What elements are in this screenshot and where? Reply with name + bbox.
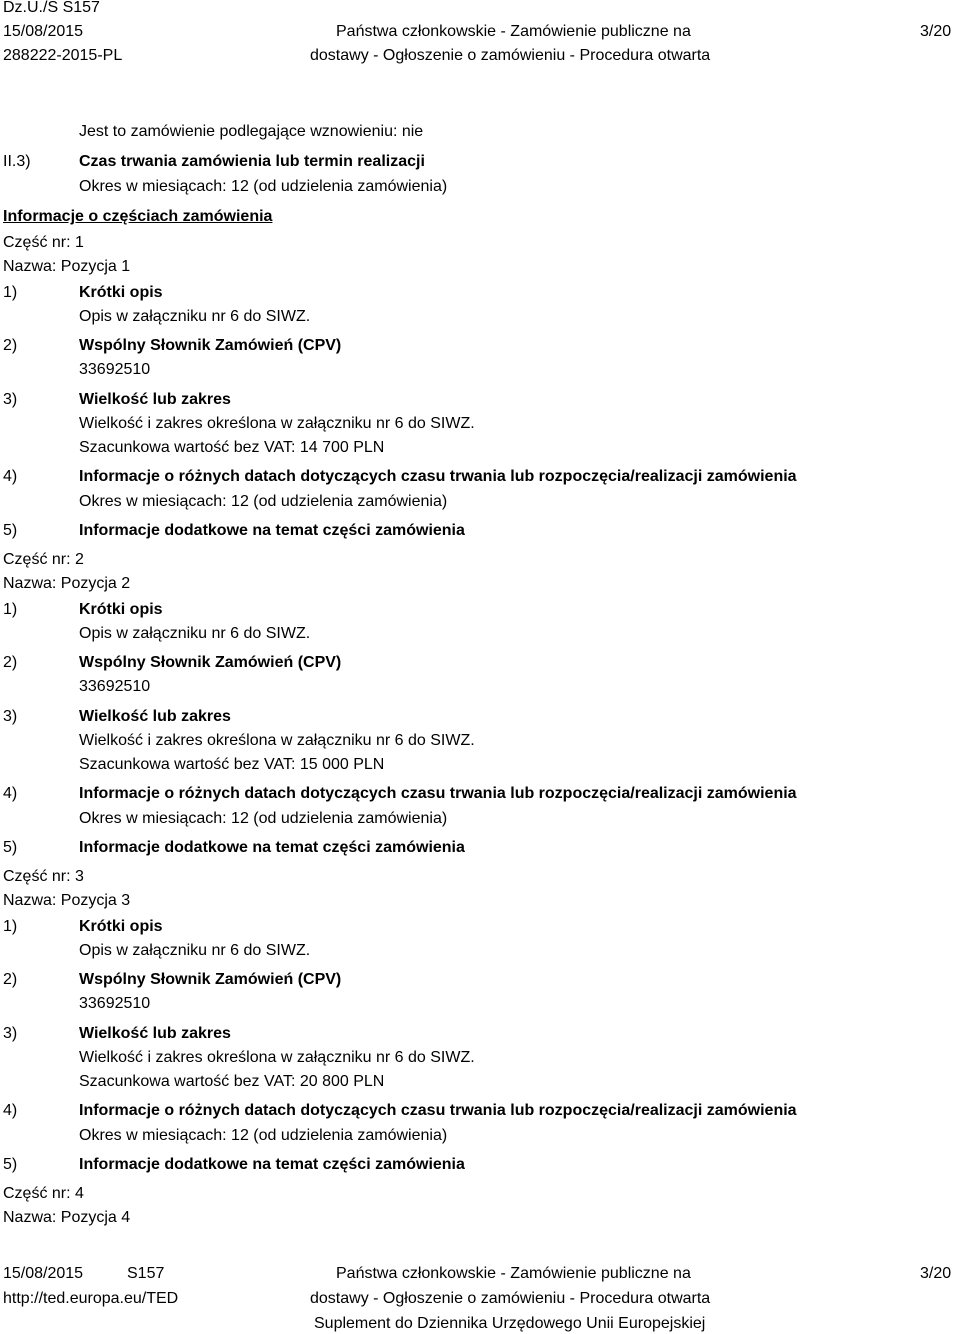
- footer-date: 15/08/2015: [3, 1265, 84, 1282]
- lot-item-label: Wspólny Słownik Zamówień (CPV): [79, 971, 342, 988]
- lot-item-number: 2): [3, 971, 18, 988]
- lot-item-value: Wielkość i zakres określona w załączniku nr 6 do SIWZ.: [79, 415, 475, 432]
- lots-heading: Informacje o częściach zamówienia: [3, 208, 273, 225]
- footer-url: http://ted.europa.eu/TED: [3, 1290, 179, 1307]
- lot-item-value: Okres w miesiącach: 12 (od udzielenia zamówienia): [79, 810, 448, 827]
- footer-page: 3/20: [920, 1265, 952, 1282]
- lot-item-value: Wielkość i zakres określona w załączniku nr 6 do SIWZ.: [79, 1049, 475, 1066]
- lot-item-number: 5): [3, 522, 18, 539]
- section-number: II.3): [3, 153, 31, 170]
- lot-item-value: Szacunkowa wartość bez VAT: 14 700 PLN: [79, 439, 385, 456]
- lot-item-number: 1): [3, 284, 18, 301]
- lot-item-label: Krótki opis: [79, 918, 163, 935]
- lot-name: Nazwa: Pozycja 3: [3, 892, 131, 909]
- lot-item-label: Wspólny Słownik Zamówień (CPV): [79, 337, 342, 354]
- header-page: 3/20: [920, 23, 952, 40]
- lot-item-number: 2): [3, 654, 18, 671]
- lot-part-number: Część nr: 2: [3, 551, 84, 568]
- lot-part-number: Część nr: 1: [3, 234, 84, 251]
- footer-title-line2: dostawy - Ogłoszenie o zamówieniu - Procedura otwarta: [310, 1290, 711, 1307]
- lot-name: Nazwa: Pozycja 4: [3, 1209, 131, 1226]
- header-date: 15/08/2015: [3, 23, 84, 40]
- lot-item-label: Informacje dodatkowe na temat części zamówienia: [79, 839, 465, 856]
- lot-item-label: Informacje o różnych datach dotyczących czasu trwania lub rozpoczęcia/realizacji zamówienia: [79, 785, 797, 802]
- header-ref: 288222-2015-PL: [3, 47, 123, 64]
- renewal-text: Jest to zamówienie podlegające wznowieniu: nie: [79, 123, 424, 140]
- lot-item-value: Okres w miesiącach: 12 (od udzielenia zamówienia): [79, 493, 448, 510]
- lot-item-label: Wielkość lub zakres: [79, 708, 231, 725]
- lot-item-number: 4): [3, 468, 18, 485]
- lot-item-number: 3): [3, 1025, 18, 1042]
- footer-title-line3: Suplement do Dziennika Urzędowego Unii Europejskiej: [314, 1315, 706, 1332]
- lot-item-label: Informacje o różnych datach dotyczących czasu trwania lub rozpoczęcia/realizacji zamówienia: [79, 468, 797, 485]
- header-journal: Dz.U./S S157: [3, 0, 100, 16]
- lot-item-value: 33692510: [79, 361, 151, 378]
- lot-part-number: Część nr: 4: [3, 1185, 84, 1202]
- lot-item-label: Krótki opis: [79, 284, 163, 301]
- lot-item-label: Wielkość lub zakres: [79, 391, 231, 408]
- lot-item-number: 3): [3, 391, 18, 408]
- lot-item-label: Informacje o różnych datach dotyczących czasu trwania lub rozpoczęcia/realizacji zamówienia: [79, 1102, 797, 1119]
- section-value: Okres w miesiącach: 12 (od udzielenia zamówienia): [79, 178, 448, 195]
- footer-title-line1: Państwa członkowskie - Zamówienie publiczne na: [336, 1265, 691, 1282]
- lot-item-number: 5): [3, 1156, 18, 1173]
- lot-item-value: Opis w załączniku nr 6 do SIWZ.: [79, 942, 311, 959]
- lot-item-value: Opis w załączniku nr 6 do SIWZ.: [79, 308, 311, 325]
- lot-item-value: Wielkość i zakres określona w załączniku nr 6 do SIWZ.: [79, 732, 475, 749]
- lot-item-number: 1): [3, 918, 18, 935]
- lot-item-value: 33692510: [79, 678, 151, 695]
- section-title: Czas trwania zamówienia lub termin realizacji: [79, 153, 425, 170]
- lot-item-number: 1): [3, 601, 18, 618]
- header-title-line1: Państwa członkowskie - Zamówienie publiczne na: [336, 23, 691, 40]
- lot-item-value: Szacunkowa wartość bez VAT: 15 000 PLN: [79, 756, 385, 773]
- lot-item-label: Informacje dodatkowe na temat części zamówienia: [79, 522, 465, 539]
- lot-item-number: 5): [3, 839, 18, 856]
- header-title-line2: dostawy - Ogłoszenie o zamówieniu - Procedura otwarta: [310, 47, 711, 64]
- lot-name: Nazwa: Pozycja 1: [3, 258, 131, 275]
- lot-item-value: Opis w załączniku nr 6 do SIWZ.: [79, 625, 311, 642]
- lot-item-label: Informacje dodatkowe na temat części zamówienia: [79, 1156, 465, 1173]
- lot-item-value: 33692510: [79, 995, 151, 1012]
- lot-item-label: Wspólny Słownik Zamówień (CPV): [79, 654, 342, 671]
- lot-item-number: 4): [3, 1102, 18, 1119]
- footer-journal: S157: [127, 1265, 165, 1282]
- lot-part-number: Część nr: 3: [3, 868, 84, 885]
- lot-item-label: Wielkość lub zakres: [79, 1025, 231, 1042]
- lot-item-value: Szacunkowa wartość bez VAT: 20 800 PLN: [79, 1073, 385, 1090]
- lot-item-number: 2): [3, 337, 18, 354]
- lot-item-value: Okres w miesiącach: 12 (od udzielenia zamówienia): [79, 1127, 448, 1144]
- lot-name: Nazwa: Pozycja 2: [3, 575, 131, 592]
- lot-item-number: 3): [3, 708, 18, 725]
- lot-item-label: Krótki opis: [79, 601, 163, 618]
- lot-item-number: 4): [3, 785, 18, 802]
